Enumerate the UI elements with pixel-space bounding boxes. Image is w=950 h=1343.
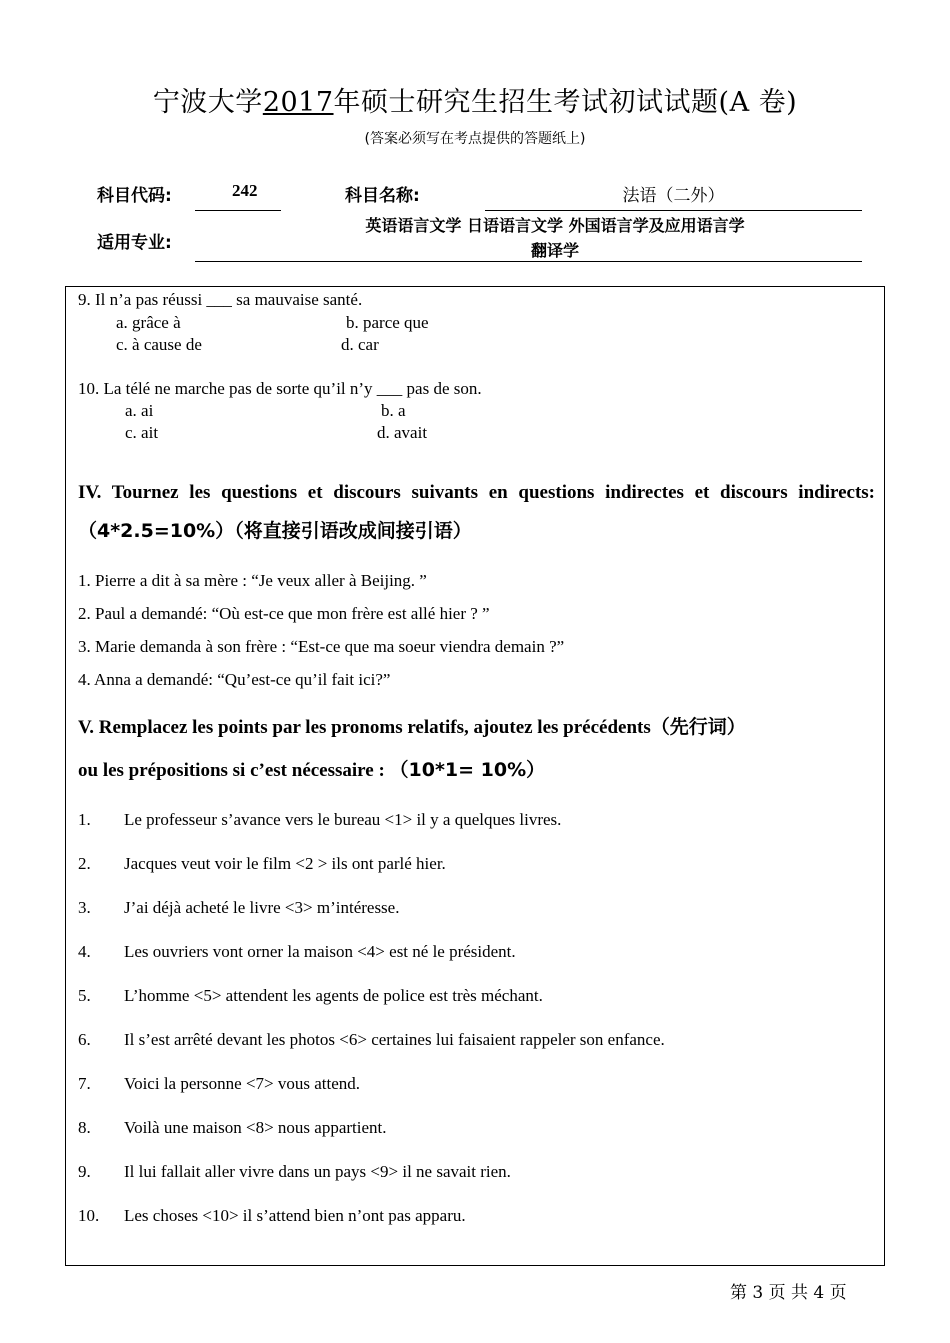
major-label: 适用专业:	[97, 233, 172, 253]
list-item	[0, 1118, 950, 1138]
item-number: 7.	[78, 1074, 91, 1093]
question-9-option-b: b. parce que	[346, 313, 429, 332]
section-5-heading-points: （10*1= 10%）	[389, 759, 546, 781]
item-text: J’ai déjà acheté le livre <3> m’intéresse.	[124, 898, 400, 917]
title-year: 2017	[262, 87, 334, 118]
item-text: Voilà une maison <8> nous appartient.	[124, 1118, 387, 1137]
section-4-item-3: 3. Marie demanda à son frère : “Est-ce que ma soeur viendra demain ?”	[78, 637, 565, 656]
section-5-heading-text: V. Remplacez les points par les pronoms relatifs, ajoutez les précédents	[78, 717, 651, 738]
title-university: 宁波大学	[152, 87, 263, 118]
question-10-option-b: b. a	[381, 401, 406, 420]
section-4-heading-points: （4*2.5=10%）（将直接引语改成间接引语）	[78, 520, 472, 542]
item-number: 10.	[78, 1206, 100, 1225]
subject-name-label: 科目名称:	[345, 186, 420, 206]
question-10-option-d: d. avait	[377, 423, 428, 442]
list-item	[0, 1162, 950, 1182]
item-text: Les choses <10> il s’attend bien n’ont pas apparu.	[124, 1206, 466, 1225]
item-number: 6.	[78, 1030, 91, 1049]
subject-name-underline	[485, 210, 862, 211]
item-text: Le professeur s’avance vers le bureau <1> il y a quelques livres.	[124, 810, 562, 829]
major-line-2: 翻译学	[530, 241, 579, 260]
exam-subtitle: (答案必须写在考点提供的答题纸上)	[364, 131, 586, 147]
section-5-heading-line-2	[78, 751, 875, 790]
item-text: Les ouvriers vont orner la maison <4> est né le président.	[124, 942, 516, 961]
subject-name-value: 法语（二外）	[622, 186, 725, 206]
page-number: 第 3 页 共 4 页	[730, 1283, 847, 1303]
question-10-option-c: c. ait	[125, 423, 159, 442]
question-9-option-a: a. grâce à	[116, 313, 181, 332]
list-item	[0, 986, 950, 1006]
item-number: 9.	[78, 1162, 91, 1181]
section-5-heading-text-2: ou les prépositions si c’est nécessaire :	[78, 760, 385, 781]
question-9-stem: 9. Il n’a pas réussi ___ sa mauvaise santé.	[78, 290, 363, 309]
section-4-item-2: 2. Paul a demandé: “Où est-ce que mon frère est allé hier ? ”	[78, 604, 490, 623]
subject-code-value: 242	[232, 181, 258, 200]
major-line-1: 英语语言文学 日语语言文学 外国语言学及应用语言学	[365, 216, 745, 235]
item-text: L’homme <5> attendent les agents de police est très méchant.	[124, 986, 543, 1005]
list-item	[0, 942, 950, 962]
title-rest: 年硕士研究生招生考试初试试题(A 卷)	[333, 87, 798, 118]
item-number: 3.	[78, 898, 91, 917]
section-4-item-1: 1. Pierre a dit à sa mère : “Je veux aller à Beijing. ”	[78, 571, 427, 590]
item-text: Il s’est arrêté devant les photos <6> certaines lui faisaient rappeler son enfance.	[124, 1030, 665, 1049]
exam-title	[0, 80, 950, 119]
question-9-option-d: d. car	[341, 335, 379, 354]
item-text: Jacques veut voir le film <2 > ils ont parlé hier.	[124, 854, 446, 873]
section-4-heading-text: IV. Tournez les questions et discours suivants en questions indirectes et discours indirects:	[78, 482, 875, 503]
item-number: 2.	[78, 854, 91, 873]
item-number: 4.	[78, 942, 91, 961]
item-number: 5.	[78, 986, 91, 1005]
item-text: Il lui fallait aller vivre dans un pays <9> il ne savait rien.	[124, 1162, 511, 1181]
section-4-item-4: 4. Anna a demandé: “Qu’est-ce qu’il fait ici?”	[78, 670, 391, 689]
list-item	[0, 898, 950, 918]
list-item	[0, 1074, 950, 1094]
section-5-heading-line-1	[78, 708, 875, 747]
list-item	[0, 1206, 950, 1226]
list-item	[0, 810, 950, 830]
item-number: 8.	[78, 1118, 91, 1137]
section-4-heading	[78, 473, 875, 551]
question-9-option-c: c. à cause de	[116, 335, 202, 354]
major-underline	[195, 261, 862, 262]
subject-code-label: 科目代码:	[97, 186, 172, 206]
question-10-option-a: a. ai	[125, 401, 154, 420]
item-number: 1.	[78, 810, 91, 829]
section-5-heading-cjk: （先行词）	[650, 716, 746, 738]
list-item	[0, 1030, 950, 1050]
question-10-stem: 10. La télé ne marche pas de sorte qu’il n’y ___ pas de son.	[78, 379, 482, 398]
subject-code-underline	[195, 210, 281, 211]
item-text: Voici la personne <7> vous attend.	[124, 1074, 361, 1093]
list-item	[0, 854, 950, 874]
